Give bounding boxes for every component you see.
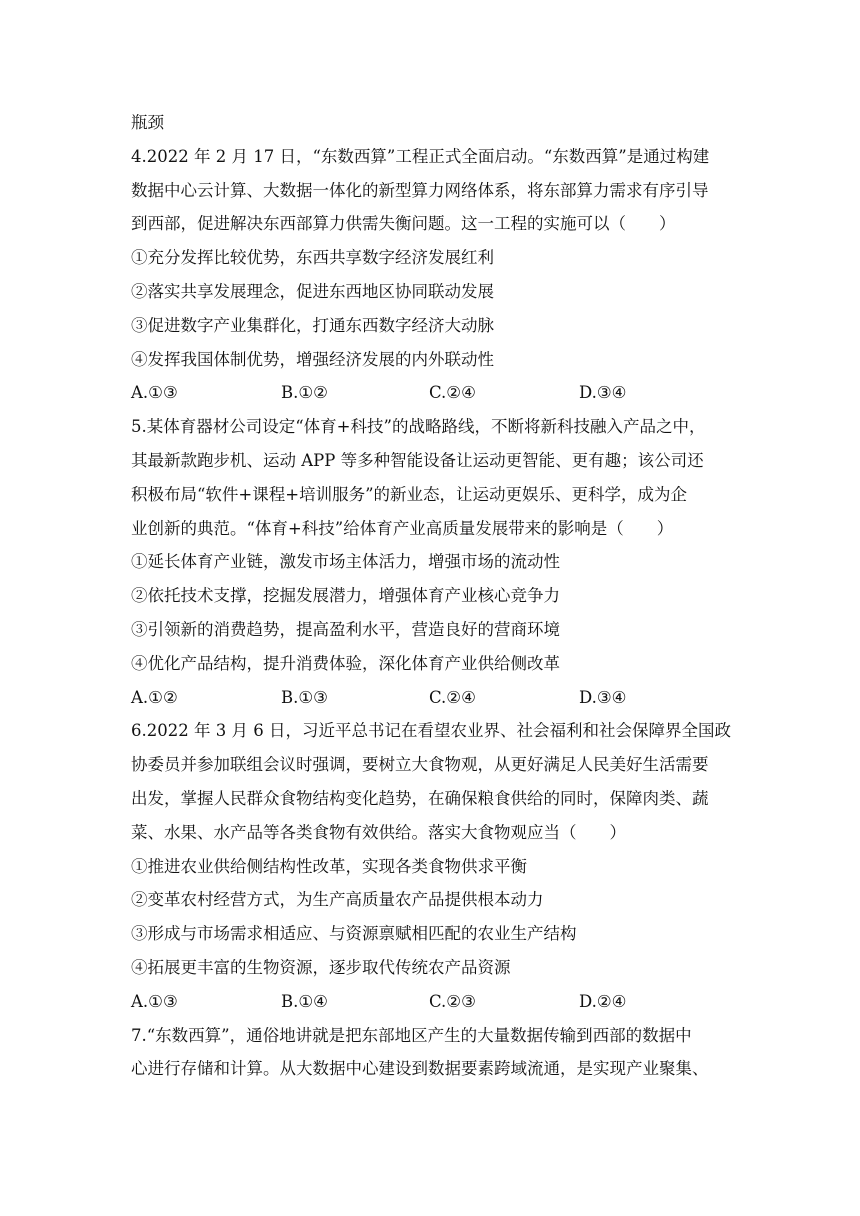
exam-content xyxy=(131,106,731,1086)
fragment-text: 瓶颈 xyxy=(131,113,164,132)
option-c: C.②④ xyxy=(429,687,476,707)
statement-line: ①推进农业供给侧结构性改革，实现各类食物供求平衡 xyxy=(131,856,527,876)
previous-question-fragment xyxy=(131,106,731,140)
question-stem-line: 业创新的典范。“体育+科技”给体育产业高质量发展带来的影响是（ ） xyxy=(131,518,674,538)
statement-line: ④发挥我国体制优势，增强经济发展的内外联动性 xyxy=(131,349,494,369)
question-stem-line: 4.2022 年 2 月 17 日，“东数西算”工程正式全面启动。“东数西算”是通过构建 xyxy=(131,146,710,166)
question-stem-line: 到西部，促进解决东西部算力供需失衡问题。这一工程的实施可以（ ） xyxy=(131,214,676,234)
statement-line: ②变革农村经营方式，为生产高质量农产品提供根本动力 xyxy=(131,890,544,910)
statement-line: ①延长体育产业链，激发市场主体活力，增强市场的流动性 xyxy=(131,552,560,572)
question-6 xyxy=(131,714,731,1018)
statement-line: ③引领新的消费趋势，提高盈利水平，营造良好的营商环境 xyxy=(131,619,560,639)
question-stem-line: 出发，掌握人民群众食物结构变化趋势，在确保粮食供给的同时，保障肉类、蔬 xyxy=(131,788,709,808)
option-d: D.③④ xyxy=(579,687,627,707)
option-b: B.①④ xyxy=(281,991,328,1011)
option-c: C.②④ xyxy=(429,383,476,403)
statement-line: ②依托技术支撑，挖掘发展潜力，增强体育产业核心竞争力 xyxy=(131,586,560,606)
option-a: A.①③ xyxy=(131,991,178,1011)
question-4 xyxy=(131,140,731,410)
statement-line: ③促进数字产业集群化，打通东西数字经济大动脉 xyxy=(131,315,494,335)
statement-line: ④优化产品结构，提升消费体验，深化体育产业供给侧改革 xyxy=(131,653,560,673)
question-5 xyxy=(131,410,731,714)
question-stem-line: 协委员并参加联组会议时强调，要树立大食物观，从更好满足人民美好生活需要 xyxy=(131,755,709,775)
answer-options xyxy=(131,985,731,1019)
question-stem-line: 其最新款跑步机、运动 APP 等多种智能设备让运动更智能、更有趣；该公司还 xyxy=(131,450,704,470)
statement-line: ①充分发挥比较优势，东西共享数字经济发展红利 xyxy=(131,248,494,268)
option-a: A.①② xyxy=(131,687,178,707)
question-stem-line: 5.某体育器材公司设定“体育+科技”的战略路线，不断将新科技融入产品之中， xyxy=(131,417,706,437)
question-stem-line: 数据中心云计算、大数据一体化的新型算力网络体系，将东部算力需求有序引导 xyxy=(131,180,709,200)
option-c: C.②③ xyxy=(429,991,476,1011)
answer-options xyxy=(131,681,731,715)
statement-line: ④拓展更丰富的生物资源，逐步取代传统农产品资源 xyxy=(131,957,511,977)
question-stem-line: 积极布局“软件+课程+培训服务”的新业态，让运动更娱乐、更科学，成为企 xyxy=(131,484,688,504)
option-d: D.③④ xyxy=(579,383,627,403)
question-stem-line: 7.“东数西算”，通俗地讲就是把东部地区产生的大量数据传输到西部的数据中 xyxy=(131,1025,692,1045)
answer-options xyxy=(131,376,731,410)
question-7 xyxy=(131,1019,731,1087)
question-stem-line: 心进行存储和计算。从大数据中心建设到数据要素跨域流通，是实现产业聚集、 xyxy=(131,1059,709,1079)
statement-line: ②落实共享发展理念，促进东西地区协同联动发展 xyxy=(131,281,494,301)
statement-line: ③形成与市场需求相适应、与资源禀赋相匹配的农业生产结构 xyxy=(131,924,577,944)
question-stem-line: 6.2022 年 3 月 6 日，习近平总书记在看望农业界、社会福利和社会保障界全国政 xyxy=(131,721,731,741)
option-b: B.①② xyxy=(281,383,328,403)
question-stem-line: 菜、水果、水产品等各类食物有效供给。落实大食物观应当（ ） xyxy=(131,822,626,842)
option-a: A.①③ xyxy=(131,383,178,403)
option-d: D.②④ xyxy=(579,991,627,1011)
option-b: B.①③ xyxy=(281,687,328,707)
